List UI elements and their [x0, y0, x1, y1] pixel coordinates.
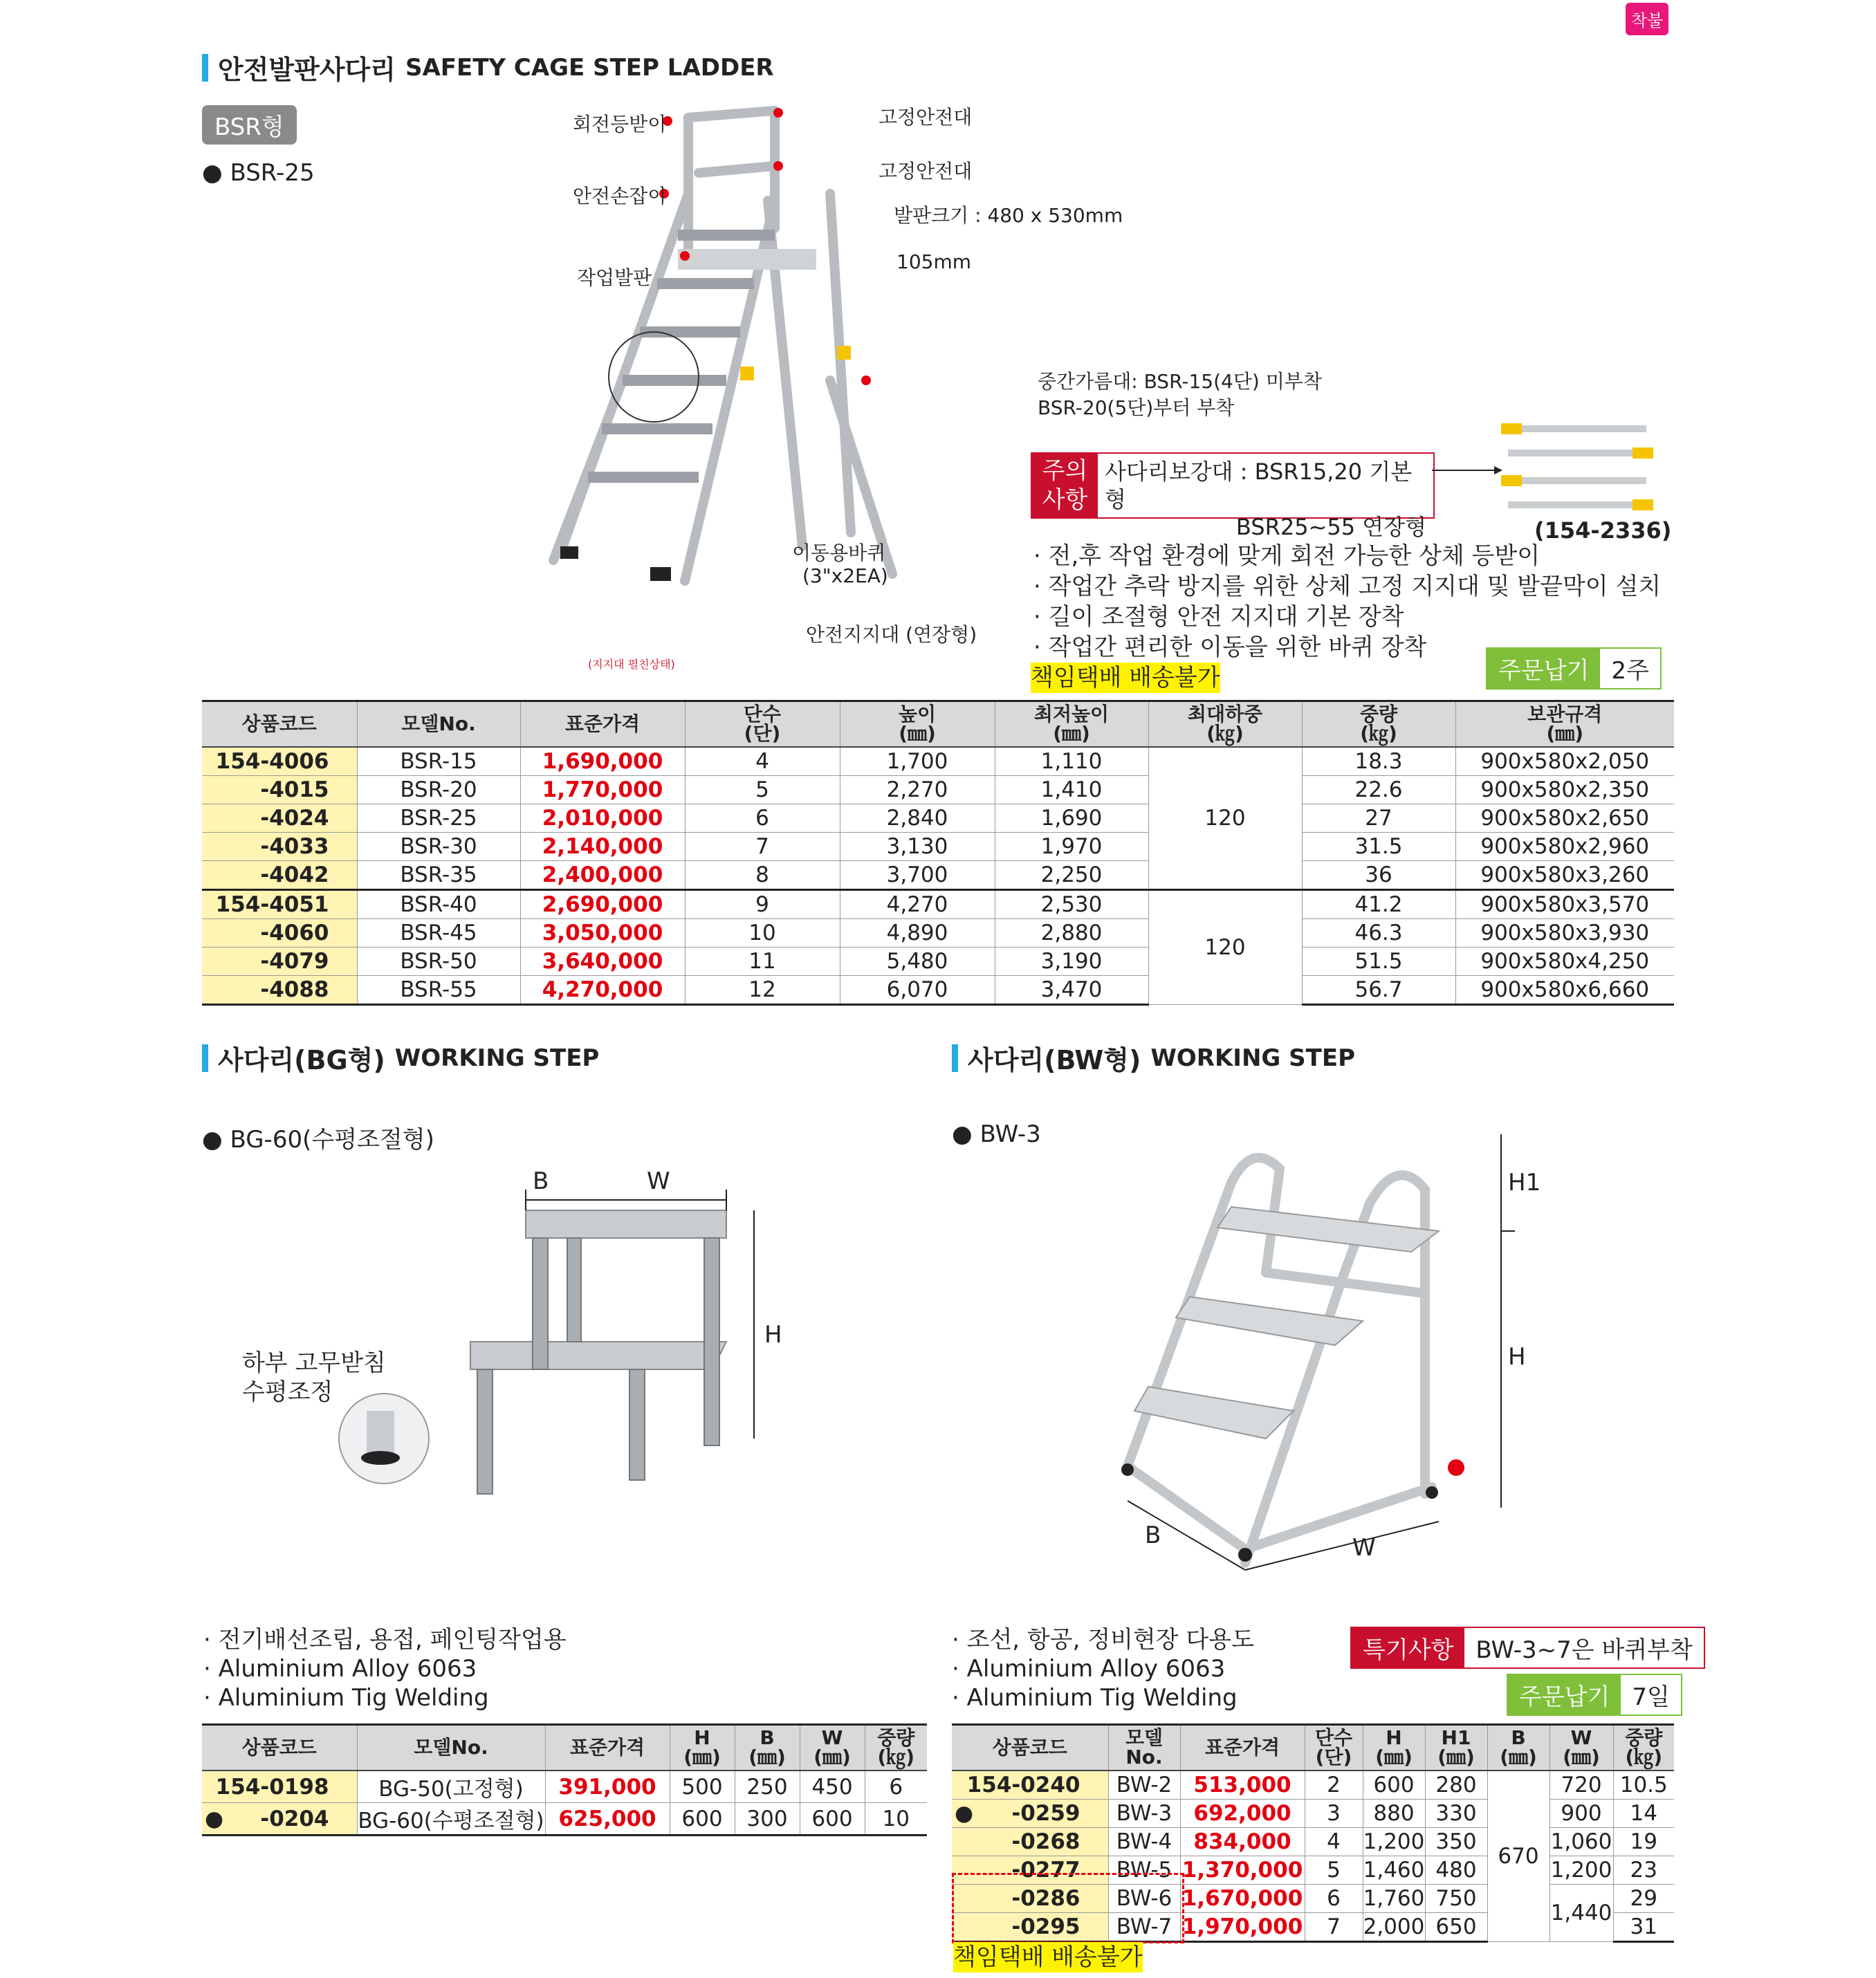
section-title-bsr: [202, 48, 774, 86]
table-cell: 350: [1425, 1828, 1487, 1856]
table-cell: 900x580x3,570: [1455, 890, 1674, 919]
column-header: 단수 (단): [1305, 1725, 1363, 1771]
column-header: 최저높이 (㎜): [995, 701, 1148, 748]
bg-dim-b: B: [533, 1167, 549, 1195]
table-cell: -0277: [952, 1856, 1108, 1885]
table-cell: 4: [685, 747, 840, 776]
column-header: 모델No.: [1108, 1725, 1180, 1771]
bw-model-bullet: ● BW-3: [952, 1120, 1041, 1148]
table-cell: 1,110: [995, 747, 1148, 776]
bg-spec-table: [202, 1723, 927, 1836]
table-cell: 650: [1425, 1913, 1487, 1942]
table-cell: 480: [1425, 1856, 1487, 1885]
title-accent-bar: [202, 54, 208, 82]
list-item: · 전,후 작업 환경에 맞게 회전 가능한 상체 등받이: [1033, 542, 1541, 570]
list-item: · 작업간 추락 방지를 위한 상체 고정 지지대 및 발끝막이 설치: [1033, 573, 1662, 600]
table-cell: 1,700: [840, 747, 995, 776]
table-cell: 51.5: [1302, 948, 1455, 976]
list-item: · Aluminium Tig Welding: [952, 1684, 1238, 1712]
callout-wheel-1: 이동용바퀴: [792, 542, 886, 564]
list-item: · Aluminium Alloy 6063: [203, 1655, 477, 1683]
table-cell: 1,770,000: [520, 776, 685, 804]
table-cell: BW-7: [1108, 1913, 1180, 1942]
table-cell: 2,270: [840, 776, 995, 804]
table-row: [952, 1828, 1674, 1856]
table-cell: 1,200: [1549, 1856, 1613, 1885]
table-cell: 7: [685, 833, 840, 861]
no-delivery-notice-1: 책임택배 배송불가: [1031, 664, 1220, 692]
table-cell: 300: [735, 1803, 800, 1836]
table-cell: 1,670,000: [1180, 1885, 1305, 1913]
table-cell: 600: [800, 1803, 865, 1836]
callout-work-platform: 작업발판: [577, 266, 652, 289]
table-cell: 1,200: [1363, 1828, 1425, 1856]
table-cell: 1,410: [995, 776, 1148, 804]
table-cell: 1,370,000: [1180, 1856, 1305, 1885]
list-item: · 전기배선조립, 용접, 페인팅작업용: [203, 1626, 567, 1654]
table-cell: ● -0259: [952, 1800, 1108, 1828]
bg-dim-h: H: [764, 1321, 782, 1349]
table-cell: 18.3: [1302, 747, 1455, 776]
column-header: 표준가격: [545, 1725, 670, 1771]
table-cell: 2,010,000: [520, 804, 685, 833]
table-cell: BW-5: [1108, 1856, 1180, 1885]
table-cell: 31.5: [1302, 833, 1455, 861]
bw-dim-w: W: [1352, 1534, 1376, 1562]
table-cell: BSR-15: [357, 747, 520, 776]
table-cell: 3: [1305, 1800, 1363, 1828]
list-item: · Aluminium Tig Welding: [203, 1684, 489, 1712]
table-cell: 880: [1363, 1800, 1425, 1828]
bw-dim-b: B: [1145, 1522, 1161, 1549]
table-cell: 4,890: [840, 919, 995, 948]
lead-time-box-2: 주문납기 7일: [1507, 1674, 1682, 1716]
callout-handrail: 안전손잡이: [573, 185, 667, 207]
table-cell: 600: [1363, 1771, 1425, 1800]
model-bullet: ● BSR-25: [202, 159, 315, 187]
table-row: [202, 1803, 927, 1836]
table-cell: 154-0240: [952, 1771, 1108, 1800]
title-accent-bar: [952, 1044, 958, 1072]
no-delivery-highlight-box: [952, 1873, 1184, 1943]
table-cell: 900x580x6,660: [1455, 976, 1674, 1005]
table-cell: 3,640,000: [520, 948, 685, 976]
table-cell: -4024: [202, 804, 357, 833]
table-cell: 22.6: [1302, 776, 1455, 804]
table-cell: 900x580x2,650: [1455, 804, 1674, 833]
table-cell: 600: [670, 1803, 735, 1836]
column-header: 모델No.: [357, 1725, 545, 1771]
table-cell: -4042: [202, 861, 357, 890]
table-cell: 625,000: [545, 1803, 670, 1836]
table-cell: 900x580x3,930: [1455, 919, 1674, 948]
table-cell: 2,000: [1363, 1913, 1425, 1942]
table-cell: 5: [1305, 1856, 1363, 1885]
table-cell: BSR-55: [357, 976, 520, 1005]
section-title-en: WORKING STEP: [394, 1044, 600, 1072]
lead-time-box-1: 주문납기 2주: [1486, 647, 1662, 690]
bsr-feature-list: [1033, 541, 1661, 663]
table-cell: 2,400,000: [520, 861, 685, 890]
bw-feature-list: [952, 1625, 1254, 1712]
table-row: [202, 776, 1674, 804]
bg-model-bullet: ● BG-60(수평조절형): [202, 1126, 434, 1154]
bg-rubber-note: 하부 고무받침 수평조정: [242, 1349, 386, 1406]
section-title-bg: [202, 1039, 599, 1077]
table-cell: 3,190: [995, 948, 1148, 976]
column-header: B (㎜): [735, 1725, 800, 1771]
table-cell: BSR-25: [357, 804, 520, 833]
table-cell: BG-60(수평조절형): [357, 1803, 545, 1836]
table-cell: 3,700: [840, 861, 995, 890]
table-cell: -0295: [952, 1913, 1108, 1942]
table-row: [952, 1800, 1674, 1828]
table-cell: 6: [1305, 1885, 1363, 1913]
table-cell: 19: [1613, 1828, 1674, 1856]
table-cell: 31: [1613, 1913, 1674, 1942]
callout-wheel-2: (3"x2EA): [802, 564, 888, 587]
column-header: 상품코드: [952, 1725, 1108, 1771]
bw-dim-h: H: [1508, 1343, 1526, 1371]
table-row: [202, 833, 1674, 861]
bsr-spec-table: [202, 700, 1674, 1006]
table-cell: BW-4: [1108, 1828, 1180, 1856]
table-cell: BSR-45: [357, 919, 520, 948]
column-header: 보관규격 (㎜): [1455, 701, 1674, 748]
table-cell: -0268: [952, 1828, 1108, 1856]
table-row: [202, 804, 1674, 833]
table-cell: 6: [865, 1771, 927, 1803]
table-cell: BSR-35: [357, 861, 520, 890]
table-cell: 154-4051: [202, 890, 357, 919]
table-cell: 900x580x4,250: [1455, 948, 1674, 976]
table-cell: 500: [670, 1771, 735, 1803]
table-cell: 1,060: [1549, 1828, 1613, 1856]
table-cell: 513,000: [1180, 1771, 1305, 1800]
column-header: 표준가격: [1180, 1725, 1305, 1771]
column-header: 높이 (㎜): [840, 701, 995, 748]
section-title-ko: 사다리(BG형): [218, 1045, 385, 1075]
column-header: 상품코드: [202, 1725, 357, 1771]
bg-dim-w: W: [647, 1167, 670, 1195]
column-header: 최대하중 (㎏): [1148, 701, 1302, 748]
column-header: H (㎜): [1363, 1725, 1425, 1771]
table-cell: 23: [1613, 1856, 1674, 1885]
list-item: · 길이 조절형 안전 지지대 기본 장착: [1033, 603, 1404, 631]
table-cell: 4,270: [840, 890, 995, 919]
table-cell: 9: [685, 890, 840, 919]
section-title-bw: [952, 1039, 1355, 1077]
column-header: H1 (㎜): [1425, 1725, 1487, 1771]
table-cell: 3,470: [995, 976, 1148, 1005]
table-cell: 46.3: [1302, 919, 1455, 948]
table-cell: -4079: [202, 948, 357, 976]
table-cell: BW-2: [1108, 1771, 1180, 1800]
table-cell: 3,050,000: [520, 919, 685, 948]
table-cell: 7: [1305, 1913, 1363, 1942]
cod-badge: 착불: [1626, 3, 1668, 35]
reinforcement-part-code: (154-2336): [1534, 517, 1672, 544]
type-pill: BSR형: [202, 105, 297, 145]
table-cell: -4088: [202, 976, 357, 1005]
bg-feature-list: [203, 1625, 567, 1712]
callout-fixed-rail-1: 고정안전대: [879, 106, 973, 129]
table-cell: 6: [685, 804, 840, 833]
table-cell: 450: [800, 1771, 865, 1803]
table-cell: 280: [1425, 1771, 1487, 1800]
table-row: [202, 948, 1674, 976]
column-header: 중량 (㎏): [1302, 701, 1455, 748]
table-cell: 900x580x3,260: [1455, 861, 1674, 890]
table-cell: 2,880: [995, 919, 1148, 948]
callout-mid-brace-2: BSR-20(5단)부터 부착: [1038, 396, 1235, 419]
table-cell: BW-6: [1108, 1885, 1180, 1913]
table-cell: 900: [1549, 1800, 1613, 1828]
table-cell: 6,070: [840, 976, 995, 1005]
column-header: 중량 (㎏): [1613, 1725, 1674, 1771]
table-cell: BSR-30: [357, 833, 520, 861]
column-header: 모델No.: [357, 701, 520, 748]
table-cell: 2,690,000: [520, 890, 685, 919]
callout-fixed-rail-2: 고정안전대: [879, 160, 973, 183]
table-cell: 12: [685, 976, 840, 1005]
callout-mid-brace-1: 중간가름대: BSR-15(4단) 미부착: [1038, 370, 1322, 393]
column-header: 단수 (단): [685, 701, 840, 748]
section-title-ko: 사다리(BW형): [968, 1045, 1141, 1075]
table-cell: 56.7: [1302, 976, 1455, 1005]
column-header: H (㎜): [670, 1725, 735, 1771]
table-cell: 900x580x2,350: [1455, 776, 1674, 804]
section-title-ko: 안전발판사다리: [218, 55, 396, 85]
table-cell: 330: [1425, 1800, 1487, 1828]
table-row: [202, 861, 1674, 890]
column-header: 표준가격: [520, 701, 685, 748]
table-cell: 2: [1305, 1771, 1363, 1800]
table-cell: 154-4006: [202, 747, 357, 776]
callout-support-note: (지지대 펼친상태): [588, 658, 675, 671]
table-row: [202, 747, 1674, 776]
table-cell: 120: [1148, 890, 1302, 1005]
no-delivery-notice-2: 책임택배 배송불가: [953, 1943, 1143, 1971]
special-note-box: 특기사항 BW-3~7은 바퀴부착: [1350, 1627, 1705, 1669]
table-cell: 250: [735, 1771, 800, 1803]
table-cell: 670: [1487, 1771, 1549, 1942]
list-item: · 조선, 항공, 정비현장 다용도: [952, 1626, 1254, 1654]
table-cell: 1,690,000: [520, 747, 685, 776]
table-cell: BW-3: [1108, 1800, 1180, 1828]
table-cell: -4060: [202, 919, 357, 948]
table-cell: 900x580x2,960: [1455, 833, 1674, 861]
table-cell: 27: [1302, 804, 1455, 833]
table-cell: 154-0198: [202, 1771, 357, 1803]
column-header: B (㎜): [1487, 1725, 1549, 1771]
table-cell: 834,000: [1180, 1828, 1305, 1856]
table-cell: -4015: [202, 776, 357, 804]
table-cell: BSR-20: [357, 776, 520, 804]
table-cell: 120: [1148, 747, 1302, 890]
column-header: 중량 (㎏): [865, 1725, 927, 1771]
table-cell: 1,690: [995, 804, 1148, 833]
table-cell: 10: [865, 1803, 927, 1836]
column-header: W (㎜): [1549, 1725, 1613, 1771]
table-row: [202, 890, 1674, 919]
table-cell: 2,140,000: [520, 833, 685, 861]
table-cell: 750: [1425, 1885, 1487, 1913]
callout-platform-size: 발판크기 : 480 x 530mm: [894, 204, 1123, 227]
table-cell: -0286: [952, 1885, 1108, 1913]
table-cell: 2,840: [840, 804, 995, 833]
table-cell: 1,760: [1363, 1885, 1425, 1913]
table-cell: 5: [685, 776, 840, 804]
table-cell: 1,440: [1549, 1885, 1613, 1942]
notice-box: [1031, 452, 1435, 540]
table-cell: 11: [685, 948, 840, 976]
section-title-en: SAFETY CAGE STEP LADDER: [405, 53, 774, 82]
table-row: [202, 1771, 927, 1803]
table-cell: 14: [1613, 1800, 1674, 1828]
table-cell: 5,480: [840, 948, 995, 976]
table-cell: 4,270,000: [520, 976, 685, 1005]
column-header: 상품코드: [202, 701, 357, 748]
table-cell: BG-50(고정형): [357, 1771, 545, 1803]
table-row: [202, 919, 1674, 948]
callout-support-leg: 안전지지대 (연장형): [806, 623, 977, 646]
title-accent-bar: [202, 1044, 208, 1072]
table-cell: 29: [1613, 1885, 1674, 1913]
bg-step-illustration: [325, 1162, 823, 1522]
table-cell: BSR-50: [357, 948, 520, 976]
table-cell: 36: [1302, 861, 1455, 890]
table-cell: 720: [1549, 1771, 1613, 1800]
table-cell: 10.5: [1613, 1771, 1674, 1800]
table-row: [952, 1771, 1674, 1800]
table-cell: 2,250: [995, 861, 1148, 890]
table-cell: 900x580x2,050: [1455, 747, 1674, 776]
table-cell: -4033: [202, 833, 357, 861]
table-cell: 10: [685, 919, 840, 948]
list-item: · Aluminium Alloy 6063: [952, 1655, 1226, 1683]
list-item: · 작업간 편리한 이동을 위한 바퀴 장착: [1033, 634, 1427, 661]
notice-text: 사다리보강대 : BSR15,20 기본형 BSR25~55 연장형: [1105, 459, 1426, 540]
table-cell: ● -0204: [202, 1803, 357, 1836]
table-cell: 3,130: [840, 833, 995, 861]
table-cell: 1,970: [995, 833, 1148, 861]
table-cell: 41.2: [1302, 890, 1455, 919]
bw-step-illustration: [1107, 1107, 1536, 1577]
bw-dim-h1: H1: [1508, 1169, 1541, 1196]
table-row: [202, 976, 1674, 1005]
notice-label: 주의 사항: [1032, 454, 1098, 517]
table-cell: 4: [1305, 1828, 1363, 1856]
callout-height-105: 105mm: [896, 250, 971, 273]
table-cell: 1,970,000: [1180, 1913, 1305, 1942]
table-cell: 391,000: [545, 1771, 670, 1803]
column-header: W (㎜): [800, 1725, 865, 1771]
section-title-en: WORKING STEP: [1150, 1044, 1355, 1072]
table-cell: 2,530: [995, 890, 1148, 919]
table-cell: 692,000: [1180, 1800, 1305, 1828]
table-cell: 8: [685, 861, 840, 890]
table-cell: BSR-40: [357, 890, 520, 919]
table-cell: 1,460: [1363, 1856, 1425, 1885]
callout-rotating-back: 회전등받이: [573, 113, 667, 136]
